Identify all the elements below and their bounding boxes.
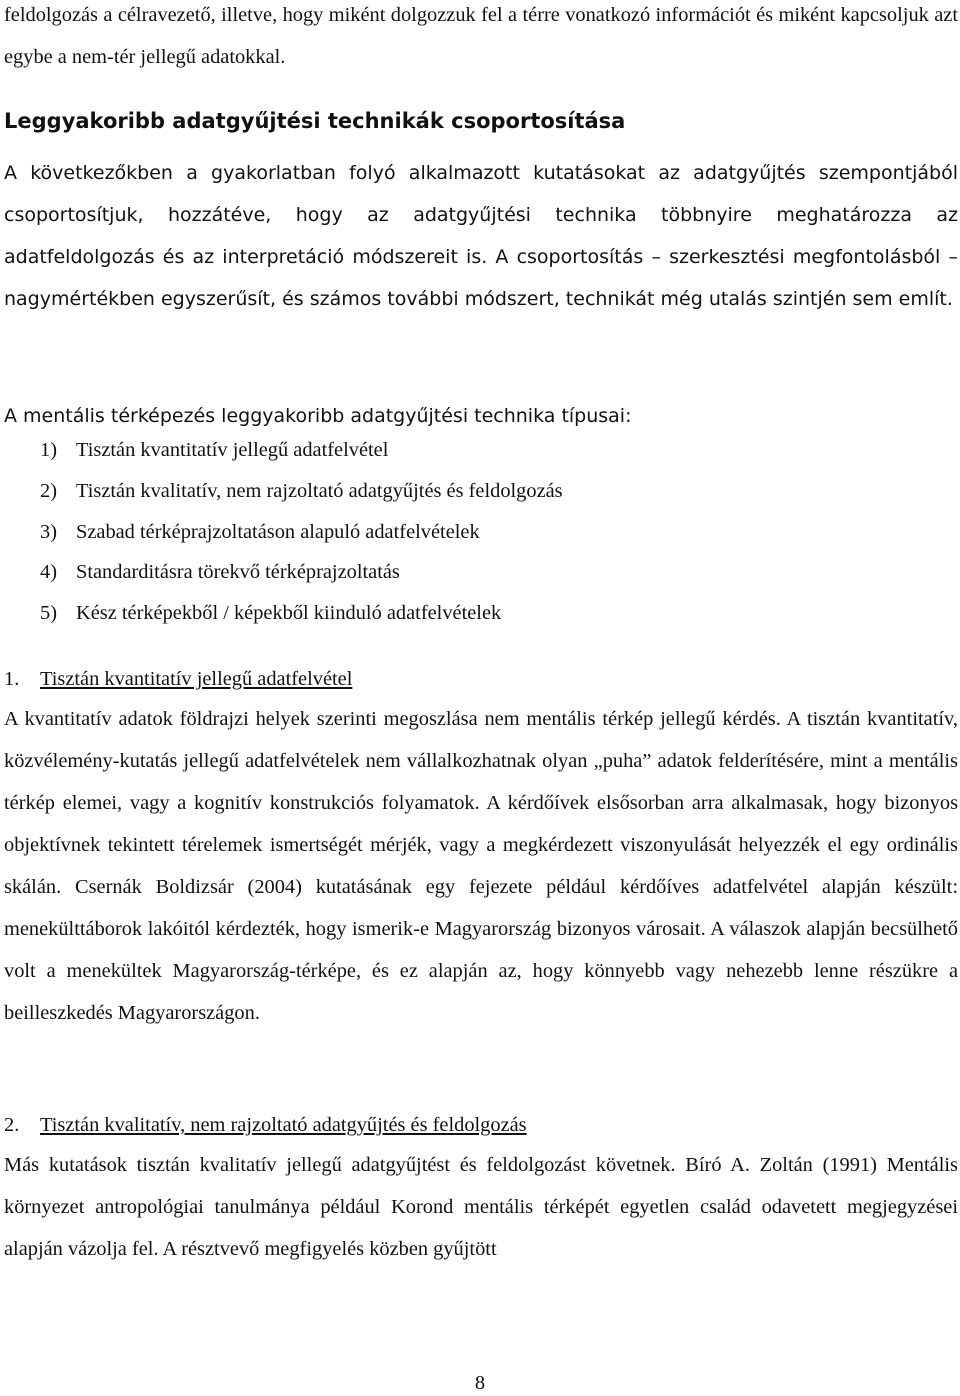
technique-list	[4, 430, 958, 634]
list-item: 4) Standarditásra törekvő térképrajzoltatás	[40, 561, 400, 584]
section2-title: 2. Tisztán kvalitatív, nem rajzoltató adatgyűjtés és feldolgozás	[4, 1114, 527, 1136]
paragraph-grouping: A következőkben a gyakorlatban folyó alkalmazott kutatásokat az adatgyűjtés szempontjából csoportosítjuk, hozzátéve, hogy az adatgyűjtési technika többnyire meghatározza az adatfeldolgozás és az interpretáció módszereit is. A csoportosítás – szerkesztési megfontolásból – nagymértékben egyszerűsít, és számos további módszert, technikát még utalás szintjén sem említ.	[4, 162, 958, 310]
list-item: 1) Tisztán kvantitatív jellegű adatfelvétel	[40, 439, 389, 461]
section2-body: Más kutatások tisztán kvalitatív jellegű adatgyűjtést és feldolgozást követnek. Bíró A. Zoltán (1991) Mentális környezet antropológiai tanulmánya például Korond mentális térképét egyetlen család odavetett megjegyzései alapján vázolja fel. A résztvevő megfigyelés közben gyűjtött	[4, 1154, 958, 1260]
section1-body: A kvantitatív adatok földrajzi helyek szerinti megoszlása nem mentális térkép jellegű kérdés. A tisztán kvantitatív, közvélemény-kutatás jellegű adatfelvételek nem vállalkozhatnak olyan „puha” adatok felderítésére, mint a mentális térkép elemei, vagy a kognitív konstrukciós folyamatok. A kérdőívek elsősorban arra alkalmasak, hogy bizonyos objektívnek tekintett térelemek ismertségét mérjék, vagy a megkérdezett viszonyulását helyezzék el egy ordinális skálán. Csernák Boldizsár (2004) kutatásának egy fejezete például kérdőíves adatfelvétel alapján készült: menekülttáborok lakóitól kérdezték, hogy ismerik-e Magyarország bizonyos városait. A válaszok alapján becsülhető volt a menekültek Magyarország-térképe, és ez alapján az, hogy könnyebb vagy nehezebb lenne részükre a beilleszkedés Magyarországon.	[4, 708, 958, 1024]
section1-title: 1. Tisztán kvantitatív jellegű adatfelvétel	[4, 668, 353, 690]
intro-paragraph: feldolgozás a célravezető, illetve, hogy miként dolgozzuk fel a térre vonatkozó információt és miként kapcsoljuk azt egybe a nem-tér jellegű adatokkal.	[4, 4, 958, 68]
list-item: 5) Kész térképekből / képekből kiinduló adatfelvételek	[40, 602, 502, 625]
list-item: 3) Szabad térképrajzoltatáson alapuló adatfelvételek	[40, 520, 480, 543]
list-item: 2) Tisztán kvalitatív, nem rajzoltató adatgyűjtés és feldolgozás	[40, 479, 563, 502]
list-intro: A mentális térképezés leggyakoribb adatgyűjtési technika típusai:	[4, 405, 632, 427]
page-number: 8	[474, 1372, 486, 1394]
section-heading: Leggyakoribb adatgyűjtési technikák csoportosítása	[4, 109, 626, 133]
